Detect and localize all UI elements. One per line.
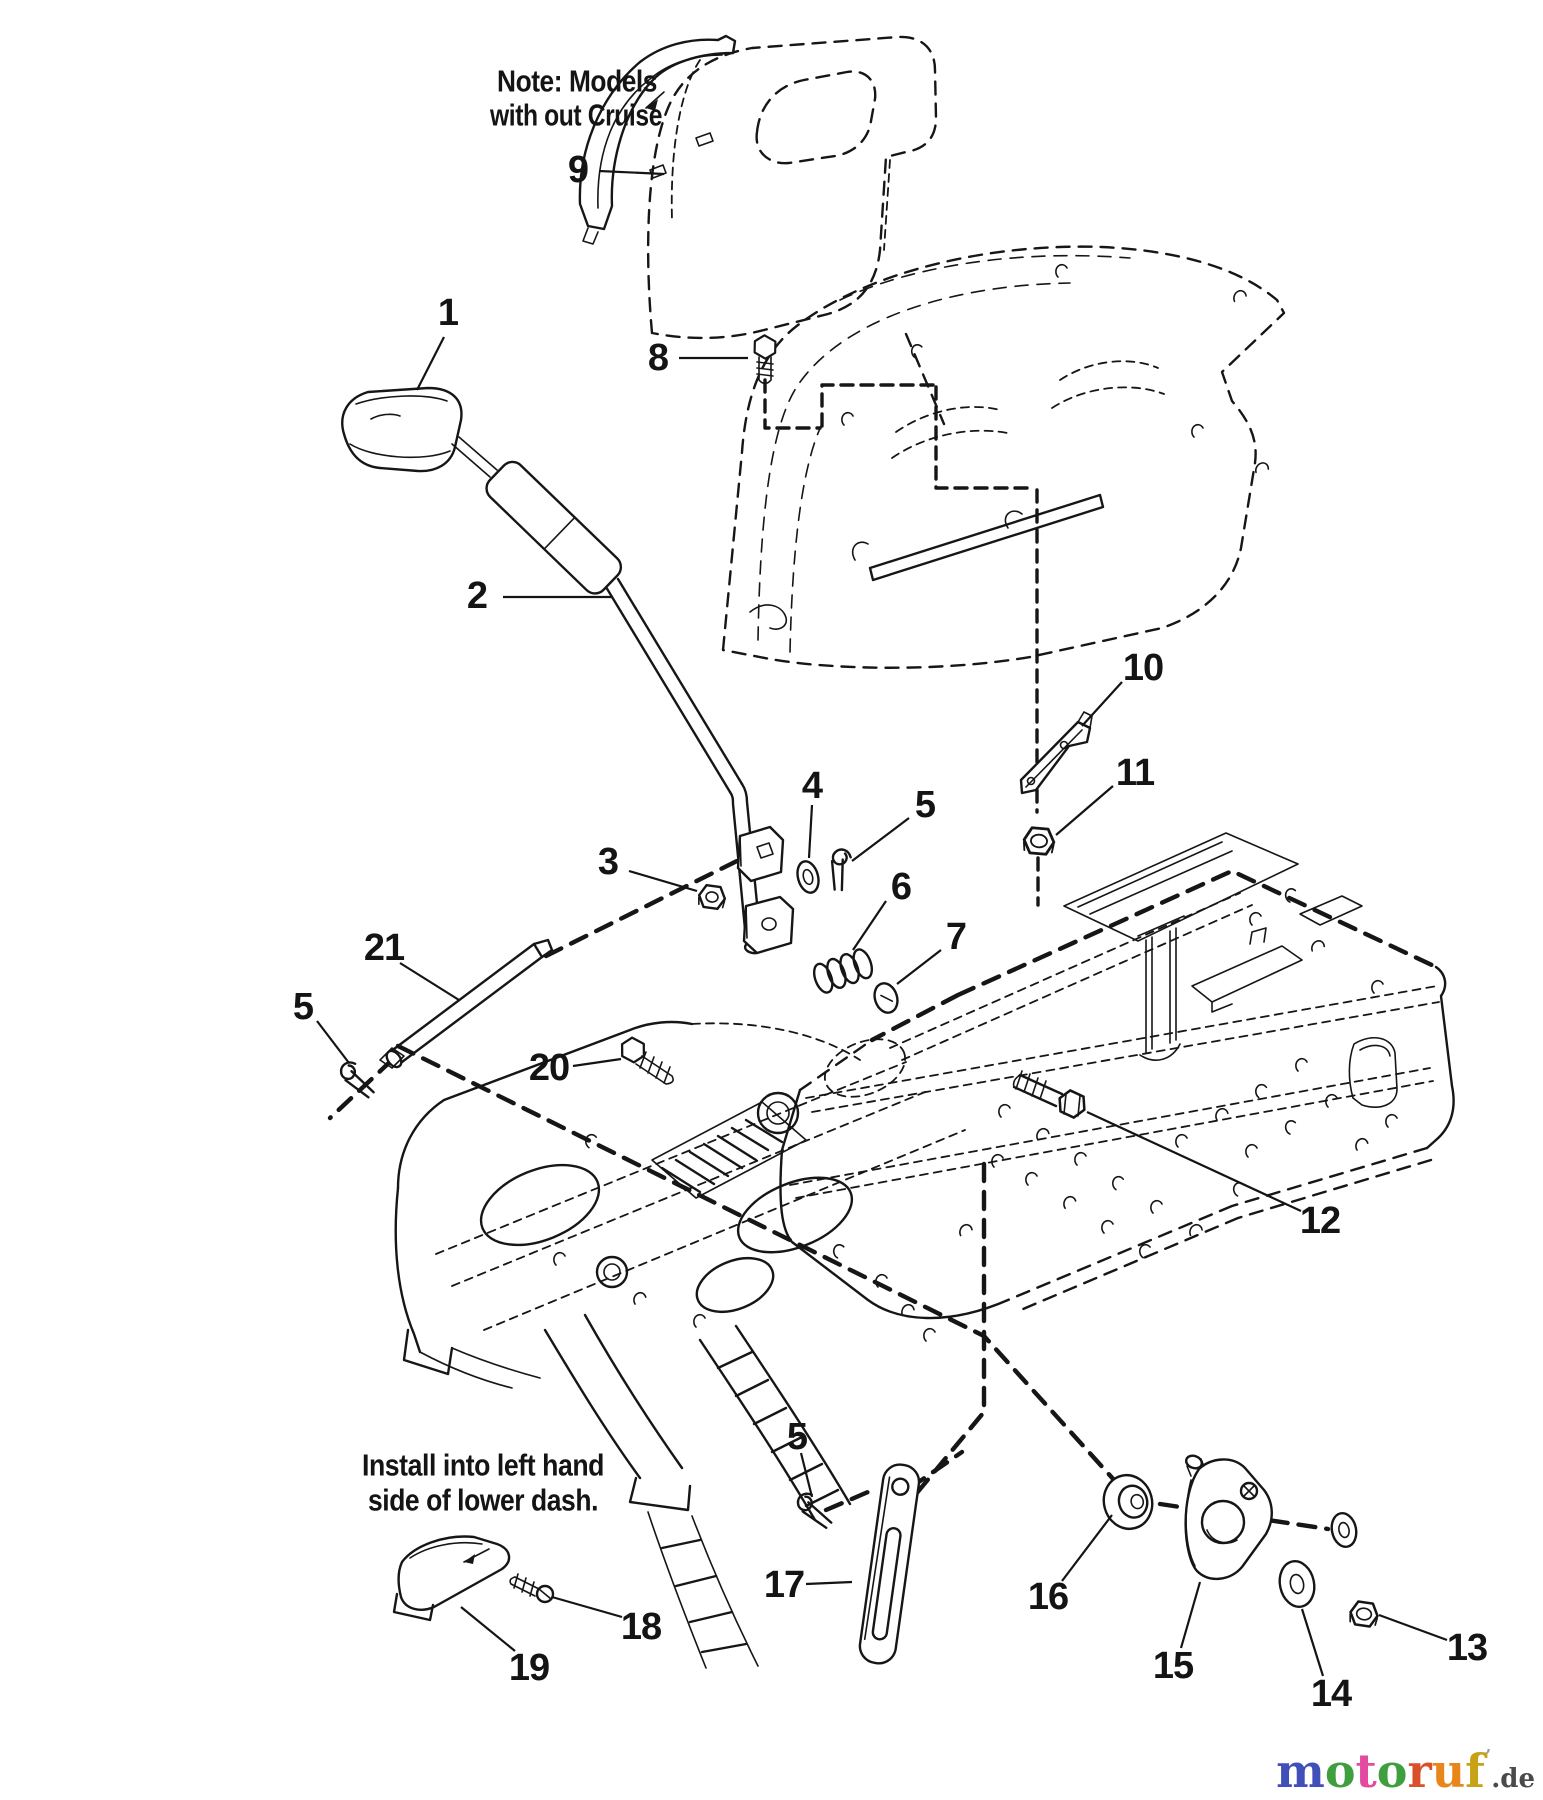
note-cruise-line2: with out Cruise bbox=[489, 97, 663, 133]
leader-line-14-13 bbox=[1302, 1609, 1323, 1676]
motoruf-logo-suffix: .de bbox=[1491, 1764, 1535, 1794]
part-label-5-22: 5 bbox=[786, 1416, 808, 1458]
leader-line-21-20 bbox=[400, 963, 459, 1000]
leader-line-18-17 bbox=[552, 1597, 622, 1617]
logo-letter-r: r bbox=[1407, 1744, 1432, 1798]
logo-letter-f: f bbox=[1465, 1744, 1485, 1798]
part-label-12-11: 12 bbox=[1299, 1200, 1341, 1242]
part-label-2-1: 2 bbox=[466, 575, 488, 617]
part-16-bushing bbox=[1098, 1470, 1158, 1535]
part-4-washer bbox=[794, 859, 822, 895]
part-11-nut bbox=[1023, 827, 1055, 855]
part-label-19-18: 19 bbox=[508, 1647, 550, 1689]
leader-line-7-6 bbox=[897, 950, 941, 984]
leader-line-3-2 bbox=[629, 871, 697, 891]
frame-chassis bbox=[780, 833, 1453, 1318]
leader-line-15-14 bbox=[1181, 1582, 1200, 1648]
part-label-5-4: 5 bbox=[914, 784, 936, 826]
note-cruise-line1: Note: Models bbox=[497, 63, 657, 99]
part-18-screw bbox=[510, 1574, 553, 1602]
logo-letter-m: m bbox=[1276, 1744, 1325, 1798]
part-label-18-17: 18 bbox=[620, 1606, 662, 1648]
part-8-bolt bbox=[750, 333, 780, 384]
note-install-line2: side of lower dash. bbox=[368, 1482, 598, 1518]
leader-line-10-9 bbox=[1082, 682, 1122, 726]
part-label-7-6: 7 bbox=[945, 916, 967, 958]
leader-line-11-10 bbox=[1056, 786, 1113, 835]
part-20-bolt bbox=[617, 1035, 673, 1084]
part-label-1-0: 1 bbox=[437, 292, 459, 334]
part-10-bracket bbox=[1021, 712, 1092, 793]
motoruf-logo bbox=[1276, 1744, 1535, 1798]
motoruf-logo-tm: ’ bbox=[1484, 1746, 1492, 1767]
part-3-nut bbox=[698, 884, 727, 909]
leader-line-6-5 bbox=[853, 901, 886, 950]
logo-letter-u: u bbox=[1431, 1744, 1466, 1798]
note-install-line1: Install into left hand bbox=[362, 1447, 604, 1483]
assembly-dashed-lines bbox=[330, 380, 1328, 1529]
part-label-13-12: 13 bbox=[1446, 1627, 1488, 1669]
leader-line-19-18 bbox=[461, 1607, 515, 1651]
logo-letter-o: o bbox=[1376, 1744, 1408, 1798]
part-6-spring bbox=[811, 947, 876, 995]
part-label-5-21: 5 bbox=[292, 986, 314, 1028]
part-4-washer-lower bbox=[1329, 1511, 1360, 1549]
part-12-bolt bbox=[1014, 1071, 1090, 1120]
part-13-nut bbox=[1349, 1601, 1379, 1628]
part-label-20-19: 20 bbox=[528, 1047, 570, 1089]
part-label-16-15: 16 bbox=[1027, 1576, 1069, 1618]
leader-line-1-0 bbox=[417, 337, 444, 390]
leader-line-20-19 bbox=[573, 1059, 621, 1066]
leader-line-16-15 bbox=[1062, 1515, 1112, 1581]
part-5-cotter-pin bbox=[818, 846, 863, 893]
part-19-clip bbox=[394, 1537, 509, 1620]
part-label-6-5: 6 bbox=[890, 866, 912, 908]
part-label-14-13: 14 bbox=[1310, 1673, 1352, 1715]
leader-line-5-21 bbox=[317, 1021, 349, 1063]
motoruf-logo-letters bbox=[1276, 1744, 1485, 1798]
part-label-8-7: 8 bbox=[647, 337, 669, 379]
leader-line-17-16 bbox=[806, 1582, 852, 1584]
part-label-11-10: 11 bbox=[1115, 752, 1155, 794]
part-1-knob bbox=[342, 388, 461, 471]
part-14-washer bbox=[1276, 1558, 1319, 1610]
leader-line-13-12 bbox=[1379, 1615, 1447, 1640]
part-label-10-9: 10 bbox=[1122, 647, 1164, 689]
part-label-9-8: 9 bbox=[567, 149, 589, 191]
leader-line-12-11 bbox=[1087, 1112, 1301, 1211]
part-label-17-16: 17 bbox=[763, 1564, 805, 1606]
part-7-washer bbox=[871, 980, 901, 1015]
part-label-15-14: 15 bbox=[1152, 1645, 1194, 1687]
logo-letter-o: o bbox=[1324, 1744, 1356, 1798]
leader-line-4-3 bbox=[809, 805, 812, 858]
part-2-grip-sleeve bbox=[482, 457, 626, 598]
part-label-4-3: 4 bbox=[801, 765, 823, 807]
fender-dash-panels bbox=[648, 37, 1284, 668]
part-label-3-2: 3 bbox=[597, 841, 619, 883]
part-label-21-20: 21 bbox=[363, 927, 405, 969]
lever-assembly bbox=[337, 388, 1092, 1120]
part-15-bracket bbox=[1184, 1454, 1271, 1579]
leader-line-5-4 bbox=[852, 818, 909, 861]
part-2-lever-rod bbox=[606, 579, 742, 792]
logo-letter-t: t bbox=[1355, 1744, 1377, 1798]
